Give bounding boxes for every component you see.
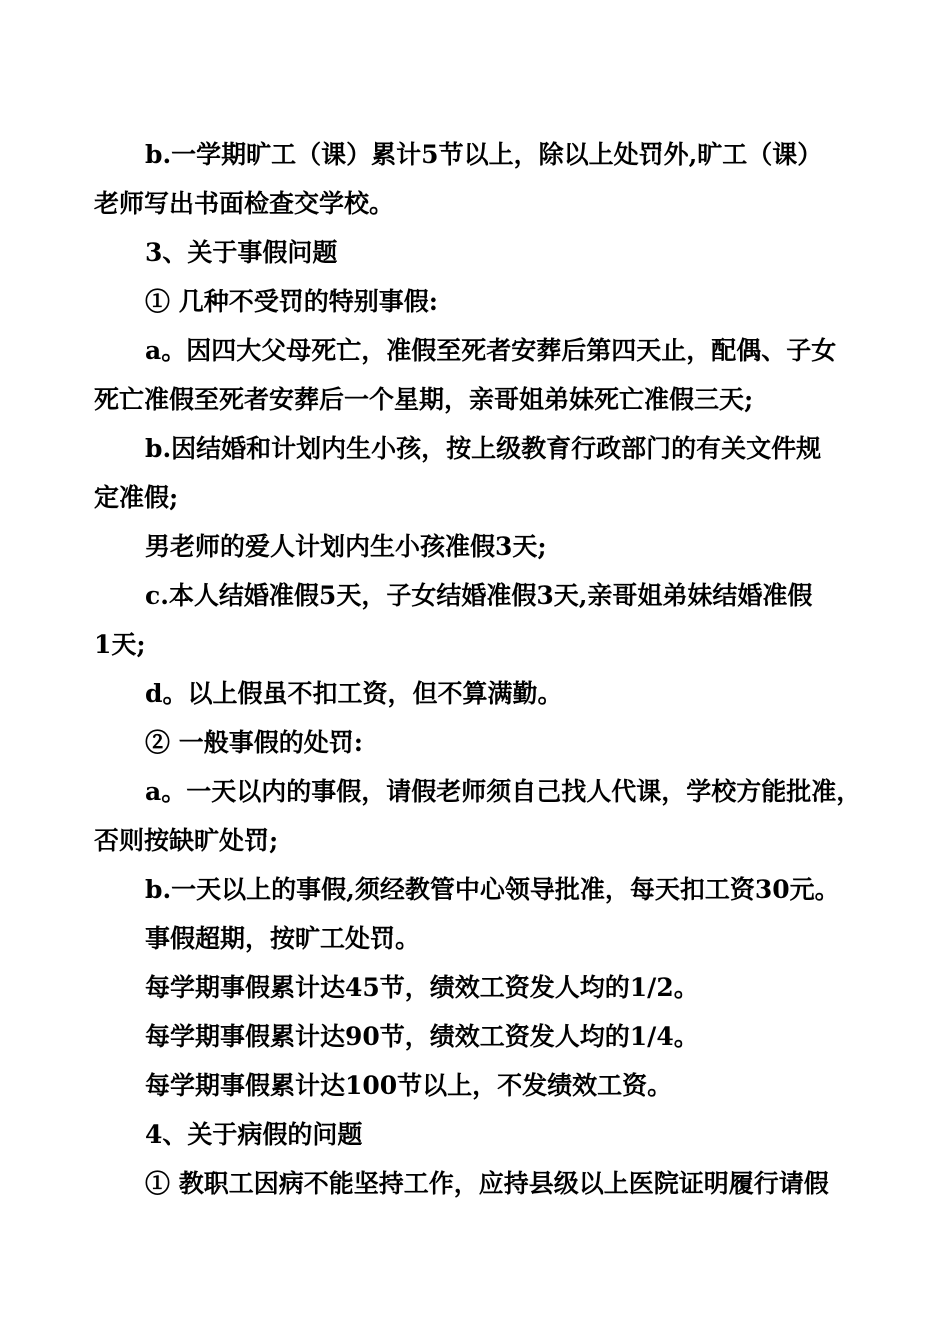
text-line: 每学期事假累计达90节，绩效工资发人均的1/4。 xyxy=(145,1022,699,1051)
text-line: 死亡准假至死者安葬后一个星期，亲哥姐弟妹死亡准假三天; xyxy=(94,385,754,414)
text-line: 定准假; xyxy=(94,483,179,512)
text-line: 事假超期，按旷工处罚。 xyxy=(145,924,421,953)
text-line: a。一天以内的事假，请假老师须自己找人代课，学校方能批准， xyxy=(145,777,862,806)
section-heading: 4、关于病假的问题 xyxy=(145,1120,363,1149)
text-line: c.本人结婚准假5天，子女结婚准假3天,亲哥姐弟妹结婚准假 xyxy=(145,581,813,610)
text-line: 否则按缺旷处罚; xyxy=(94,826,279,855)
text-line: a。因四大父母死亡，准假至死者安葬后第四天止，配偶、子女 xyxy=(145,336,837,365)
text-line: b.一天以上的事假,须经教管中心领导批准，每天扣工资30元。 xyxy=(145,875,840,904)
text-line: 1天; xyxy=(94,630,146,659)
subsection-heading: ① 几种不受罚的特别事假: xyxy=(145,287,438,316)
text-line: b.因结婚和计划内生小孩，按上级教育行政部门的有关文件规 xyxy=(145,434,822,463)
text-line: 男老师的爱人计划内生小孩准假3天; xyxy=(145,532,547,561)
section-heading: 3、关于事假问题 xyxy=(145,238,338,267)
subsection-heading: ② 一般事假的处罚: xyxy=(145,728,363,757)
subsection-heading: ① 教职工因病不能坚持工作，应持县级以上医院证明履行请假 xyxy=(145,1169,829,1198)
text-line: b.一学期旷工（课）累计5节以上，除以上处罚外,旷工（课） xyxy=(145,140,823,169)
text-line: d。以上假虽不扣工资，但不算满勤。 xyxy=(145,679,563,708)
text-line: 老师写出书面检查交学校。 xyxy=(94,189,395,218)
text-line: 每学期事假累计达100节以上，不发绩效工资。 xyxy=(145,1071,673,1100)
text-line: 每学期事假累计达45节，绩效工资发人均的1/2。 xyxy=(145,973,699,1002)
document-body xyxy=(94,130,864,1208)
